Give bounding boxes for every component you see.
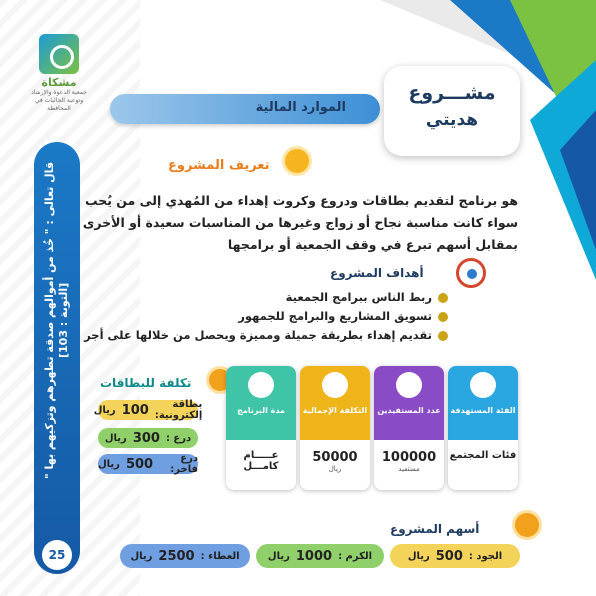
price-pill-luxury-shield: درع فاخر: 500 ريال bbox=[98, 453, 198, 475]
logo-icon bbox=[39, 34, 79, 74]
page-number: 25 bbox=[42, 540, 72, 570]
goal-item: ربط الناس ببرامج الجمعية bbox=[84, 288, 448, 307]
share-pill-jood: الجود : 500 ريال bbox=[390, 544, 520, 568]
lightbulb-icon bbox=[282, 146, 312, 176]
share-pill-ataa: العطاء : 2500 ريال bbox=[120, 544, 250, 568]
bullet-icon bbox=[438, 331, 448, 341]
target-group-icon bbox=[470, 372, 496, 398]
price-pill-shield: درع : 300 ريال bbox=[98, 428, 198, 448]
calendar-icon bbox=[248, 372, 274, 398]
shares-heading: أسهم المشروع bbox=[390, 522, 480, 536]
project-title-badge bbox=[384, 66, 520, 156]
cost-heading: تكلفة للبطاقات bbox=[100, 376, 192, 390]
logo-name: مشكاة bbox=[41, 76, 77, 89]
side-quote: قال تعالى : " خُذ من أموالهم صدقة تطهرهم وتزكيهم بها " [التوبة : 103] bbox=[43, 161, 70, 479]
goals-heading: أهداف المشروع bbox=[330, 266, 424, 280]
goal-item: تسويق المشاريع والبرامج للجمهور bbox=[84, 307, 448, 326]
bullet-icon bbox=[438, 312, 448, 322]
price-pill-card: بطاقة إلكترونية: 100 ريال bbox=[93, 399, 203, 421]
info-card-target: الفئة المستهدفة فئات المجتمع bbox=[448, 366, 518, 490]
logo-subtitle: جمعية الدعوة والإرشاد وتوعية الجاليات في المحافظة bbox=[31, 89, 87, 112]
intro-text: هو برنامج لتقديم بطاقات ودروع وكروت إهداء من المُهدي إلى من يُحب سواء كانت مناسبة نجاح أو زواج وغيرها من المناسبات سعيدة أو الأخرى بمقابل أسهم تبرع في وقف الجمعية أو برامجها bbox=[82, 193, 518, 252]
people-icon bbox=[396, 372, 422, 398]
title-line-2: هديتي bbox=[425, 110, 479, 130]
resources-label: الموارد المالية bbox=[255, 100, 346, 115]
resources-banner bbox=[110, 94, 380, 124]
info-card-duration: مدة البرنامج عـــــام كامـــل bbox=[226, 366, 296, 490]
title-line-1: مشـــروع bbox=[408, 82, 496, 104]
info-card-total-cost: التكلفة الإجمالية 50000 ريال bbox=[300, 366, 370, 490]
goals-list bbox=[84, 288, 448, 345]
organization-logo bbox=[30, 34, 88, 134]
coin-hand-icon bbox=[512, 510, 542, 540]
goal-item: تقديم إهداء بطريقة جميلة ومميزة ويحصل من خلالها على أجر bbox=[84, 326, 448, 345]
share-pill-karam: الكرم : 1000 ريال bbox=[256, 544, 384, 568]
target-gear-icon bbox=[456, 258, 486, 288]
money-bag-icon bbox=[322, 372, 348, 398]
info-card-beneficiaries: عدد المستفيدين 100000 مستفيد bbox=[374, 366, 444, 490]
intro-heading: تعريف المشروع bbox=[168, 158, 270, 173]
bullet-icon bbox=[438, 293, 448, 303]
